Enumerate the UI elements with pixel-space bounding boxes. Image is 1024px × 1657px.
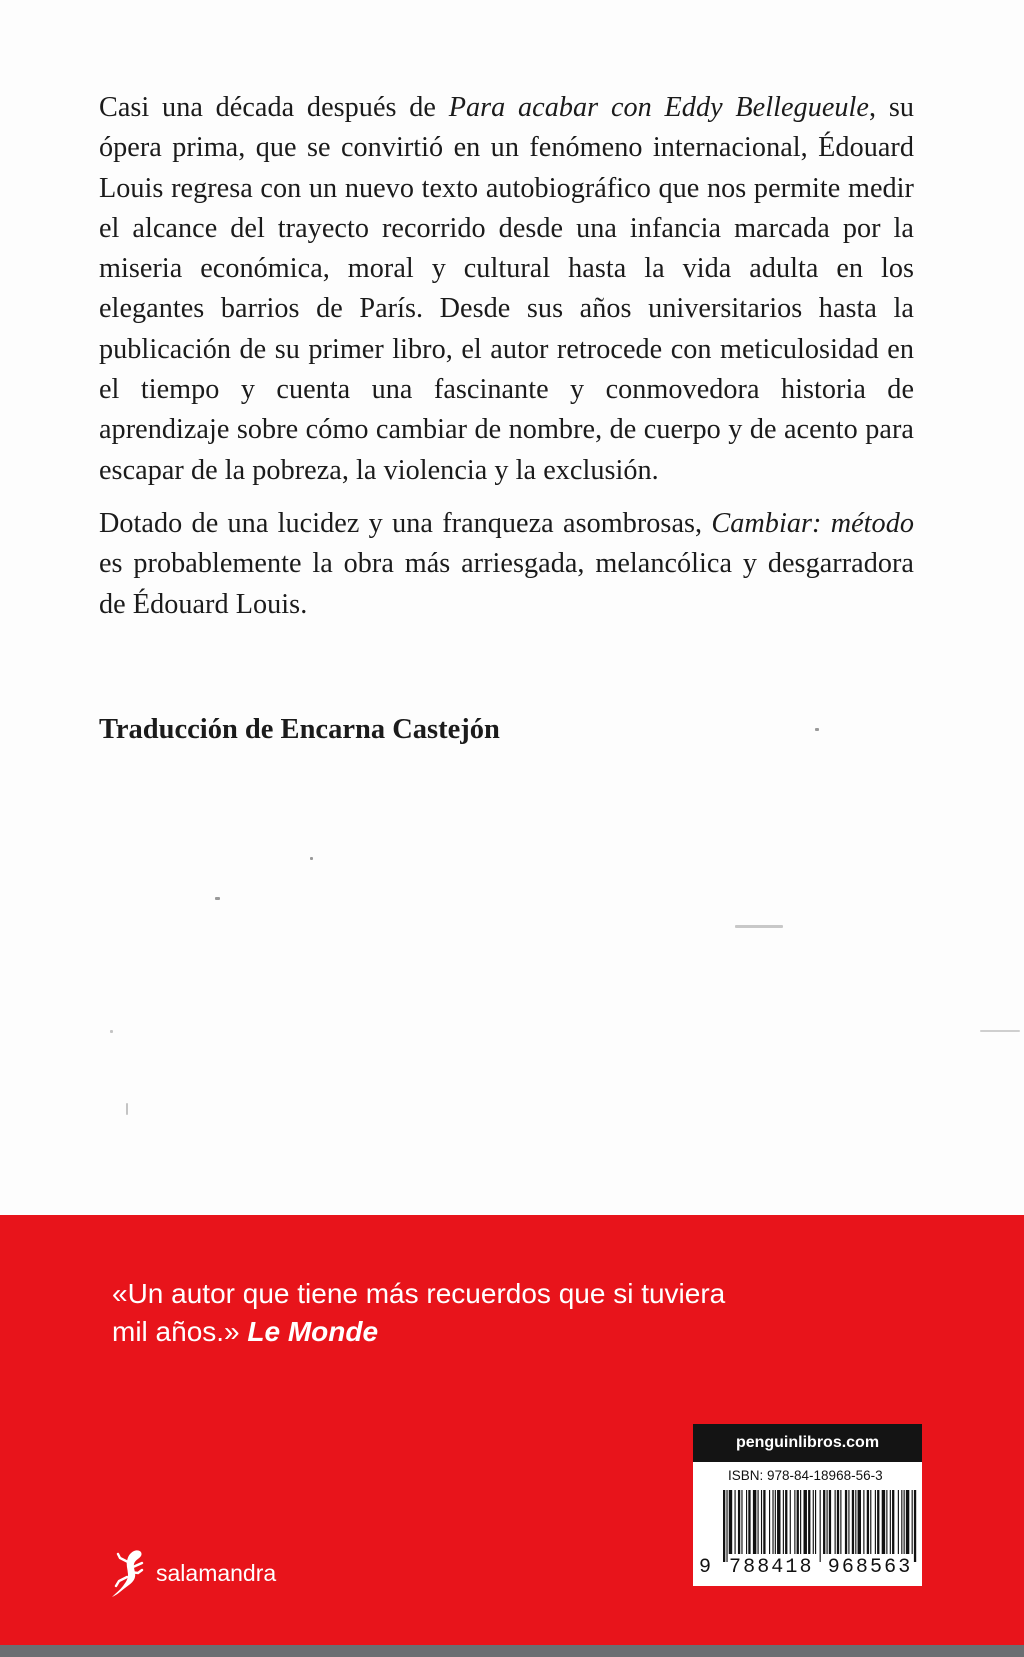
- barcode-bar: [808, 1490, 810, 1554]
- barcode-bar: [800, 1490, 801, 1554]
- translator-credit: Traducción de Encarna Castejón: [99, 714, 500, 745]
- barcode-bar: [914, 1490, 916, 1562]
- blurb-text: Casi una década después de: [99, 92, 449, 123]
- barcode-bar: [845, 1490, 847, 1554]
- paper-speck: [126, 1103, 128, 1115]
- barcode-bar: [748, 1490, 750, 1554]
- quote-text: «Un autor que tiene más recuerdos que si tuviera mil años.»: [112, 1278, 726, 1347]
- barcode-bar: [852, 1490, 854, 1554]
- paper-speck: [310, 857, 313, 860]
- barcode-bar: [912, 1490, 913, 1554]
- barcode-bar: [726, 1490, 727, 1562]
- paper-speck: [110, 1030, 113, 1033]
- barcode-bar: [867, 1490, 869, 1554]
- barcode-bar: [729, 1490, 732, 1554]
- paper-speck: [980, 1030, 1020, 1032]
- publisher-name: salamandra: [156, 1559, 277, 1586]
- barcode-bar: [815, 1490, 816, 1554]
- barcode-bar: [753, 1490, 756, 1554]
- blurb-paragraph-1: [99, 88, 914, 491]
- barcode-bar: [738, 1490, 740, 1554]
- isbn-number: ISBN: 978-84-18968-56-3: [728, 1468, 883, 1483]
- barcode-bar: [790, 1490, 791, 1554]
- blurb-book-title: Cambiar: método: [711, 507, 914, 539]
- blurb-text: es probablemente la obra más arriesgada, melancólica y desgarradora de Édouard Louis.: [99, 548, 914, 620]
- barcode-bar: [783, 1490, 784, 1554]
- barcode-bar: [848, 1490, 849, 1554]
- book-blurb: [99, 88, 914, 638]
- barcode-bar: [886, 1490, 887, 1554]
- press-quote: [112, 1275, 732, 1351]
- barcode-bar: [823, 1490, 825, 1554]
- ean-first-digit: 9: [699, 1556, 712, 1579]
- barcode-bar: [746, 1490, 747, 1554]
- blurb-text: , su ópera prima, que se convirtió en un fenómeno internacional, Édouard Louis regresa con un nuevo texto autobiográfico que nos permite medir el alcance del trayecto recorrido desde una infancia marcada por la miseria económica, moral y cultural hasta la vida adulta en los elegantes barrios de París. Desde sus años universitarios hasta la publicación de su primer libro, el autor retrocede con meticulosidad en el tiempo y cuenta una fascinante y conmovedora historia de aprendizaje sobre cómo cambiar de nombre, de cuerpo y de acento para escapar de la pobreza, la violencia y la exclusión.: [99, 92, 914, 486]
- barcode-bar: [898, 1490, 899, 1554]
- barcode-bar: [837, 1490, 839, 1554]
- barcode-bar: [735, 1490, 736, 1554]
- barcode-bar: [763, 1490, 765, 1554]
- barcode-bar: [772, 1490, 773, 1554]
- barcode-bar: [769, 1490, 770, 1554]
- barcode-bar: [877, 1490, 879, 1554]
- barcode-bar: [758, 1490, 759, 1554]
- barcode-bar: [882, 1490, 885, 1554]
- barcode-bar: [797, 1490, 799, 1554]
- barcode-bar: [820, 1490, 821, 1562]
- barcode-bar: [855, 1490, 856, 1554]
- publisher-logo: [108, 1548, 276, 1598]
- barcode-bar: [785, 1490, 787, 1554]
- barcode-graphic: [723, 1490, 919, 1562]
- barcode-bar: [813, 1490, 814, 1554]
- paper-speck: [815, 728, 819, 731]
- paper-speck: [735, 925, 783, 928]
- paper-speck: [215, 897, 220, 900]
- red-band: [0, 1215, 1024, 1657]
- quote-source: Le Monde: [247, 1316, 379, 1347]
- barcode-bar: [804, 1490, 807, 1554]
- barcode-bar: [840, 1490, 841, 1554]
- barcode-bar: [794, 1490, 795, 1554]
- barcode-bar: [777, 1490, 780, 1554]
- barcode-bar: [761, 1490, 762, 1554]
- barcode-bar: [835, 1490, 836, 1554]
- barcode-bar: [775, 1490, 776, 1554]
- barcode-bar: [906, 1490, 909, 1554]
- barcode-bar: [863, 1490, 864, 1554]
- barcode-bar: [901, 1490, 902, 1554]
- barcode-bar: [904, 1490, 905, 1554]
- barcode-bar: [741, 1490, 742, 1554]
- barcode-bar: [875, 1490, 876, 1554]
- barcode-bar: [827, 1490, 828, 1554]
- barcode-bar: [858, 1490, 861, 1554]
- salamander-icon: [108, 1548, 152, 1598]
- scan-edge: [0, 1645, 1024, 1657]
- blurb-book-title: Para acabar con Eddy Bellegueule: [448, 92, 869, 123]
- barcode-bar: [870, 1490, 871, 1554]
- barcode-label: [693, 1424, 922, 1586]
- barcode-bar: [829, 1490, 831, 1554]
- publisher-website: penguinlibros.com: [693, 1424, 922, 1462]
- blurb-paragraph-2: [99, 504, 914, 625]
- barcode-bar: [723, 1490, 725, 1562]
- barcode-bar: [890, 1490, 891, 1554]
- blurb-text: Dotado de una lucidez y una franqueza asombrosas,: [99, 507, 712, 539]
- barcode-bar: [892, 1490, 894, 1554]
- ean-digits: 788418 968563: [729, 1556, 913, 1579]
